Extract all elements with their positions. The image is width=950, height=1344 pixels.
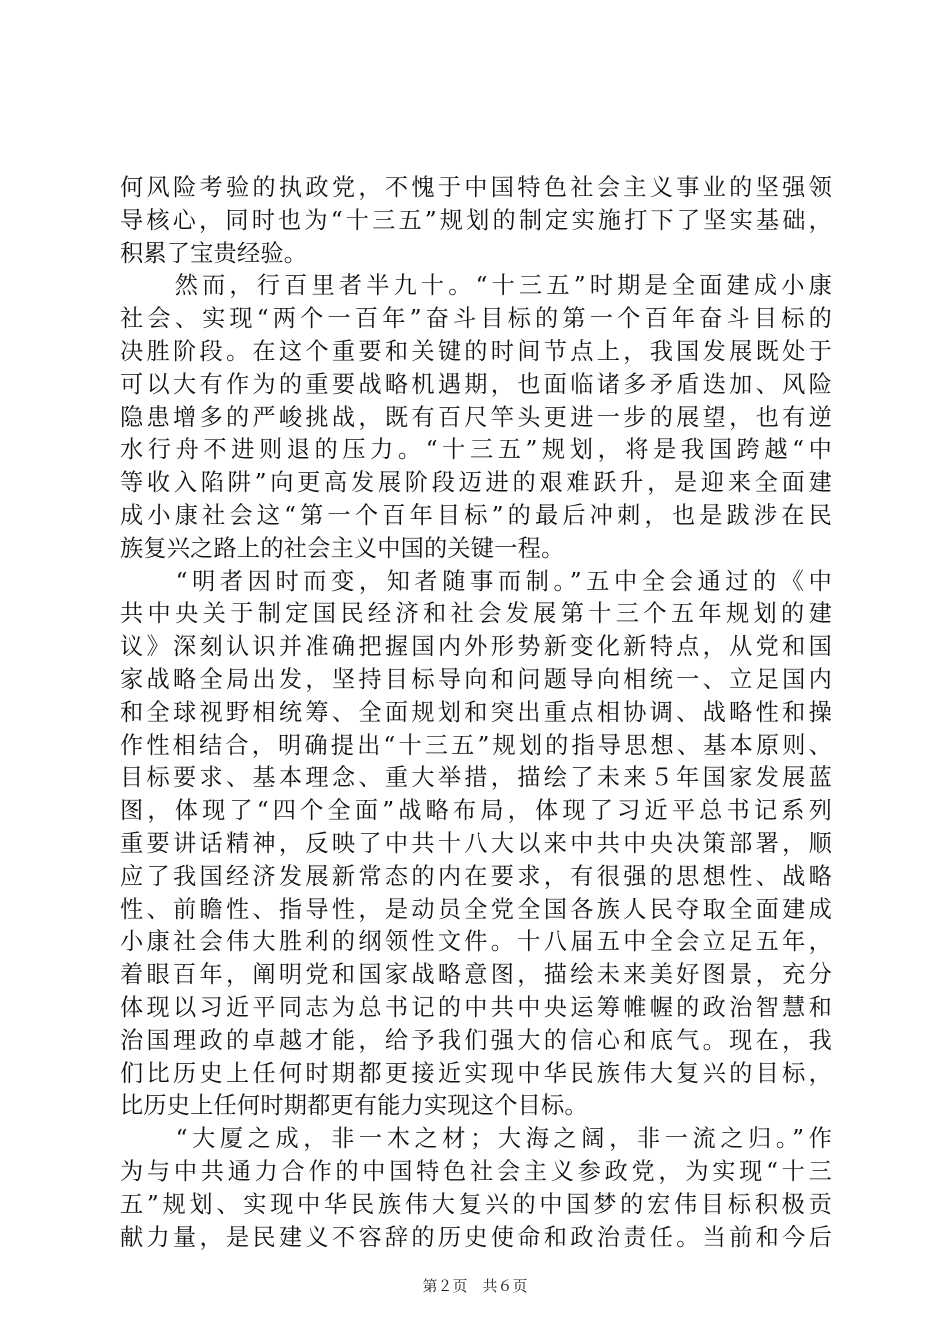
- text-line: 重要讲话精神，反映了中共十八大以来中共中央决策部署，顺: [120, 829, 832, 857]
- text-line: 为与中共通力合作的中国特色社会主义参政党，为实现“十三: [120, 1157, 832, 1185]
- text-line: 家战略全局出发，坚持目标导向和问题导向相统一、立足国内: [120, 665, 832, 693]
- text-line: 社会、实现“两个一百年”奋斗目标的第一个百年奋斗目标的: [120, 305, 832, 333]
- text-line: 应了我国经济发展新常态的内在要求，有很强的思想性、战略: [120, 862, 832, 890]
- text-line: 比历史上任何时期都更有能力实现这个目标。: [120, 1092, 588, 1120]
- text-line: 作性相结合，明确提出“十三五”规划的指导思想、基本原则、: [120, 731, 832, 759]
- text-line: 导核心，同时也为“十三五”规划的制定实施打下了坚实基础，: [120, 206, 832, 234]
- text-line: 然而，行百里者半九十。“十三五”时期是全面建成小康: [120, 272, 832, 300]
- text-line: 可以大有作为的重要战略机遇期，也面临诸多矛盾迭加、风险: [120, 370, 832, 398]
- text-line: 性、前瞻性、指导性，是动员全党全国各族人民夺取全面建成: [120, 895, 832, 923]
- text-line: 等收入陷阱”向更高发展阶段迈进的艰难跃升，是迎来全面建: [120, 469, 832, 497]
- text-line: 共中央关于制定国民经济和社会发展第十三个五年规划的建: [120, 600, 832, 628]
- text-line: 议》深刻认识并准确把握国内外形势新变化新特点，从党和国: [120, 633, 832, 661]
- text-line: 积累了宝贵经验。: [120, 239, 308, 267]
- text-line: 成小康社会这“第一个百年目标”的最后冲刺，也是跋涉在民: [120, 501, 832, 529]
- text-line: 决胜阶段。在这个重要和关键的时间节点上，我国发展既处于: [120, 337, 832, 365]
- text-line: 族复兴之路上的社会主义中国的关键一程。: [120, 534, 565, 562]
- text-line: 着眼百年，阐明党和国家战略意图，描绘未来美好图景，充分: [120, 961, 832, 989]
- text-line: 献力量，是民建义不容辞的历史使命和政治责任。当前和今后: [120, 1223, 832, 1251]
- text-line: 目标要求、基本理念、重大举措，描绘了未来５年国家发展蓝: [120, 764, 832, 792]
- text-line: 们比历史上任何时期都更接近实现中华民族伟大复兴的目标，: [120, 1059, 832, 1087]
- text-line: “大厦之成，非一木之材；大海之阔，非一流之归。”作: [120, 1125, 832, 1153]
- text-line: 隐患增多的严峻挑战，既有百尺竿头更进一步的展望，也有逆: [120, 403, 832, 431]
- text-line: 治国理政的卓越才能，给予我们强大的信心和底气。现在，我: [120, 1026, 832, 1054]
- text-line: 水行舟不进则退的压力。“十三五”规划，将是我国跨越“中: [120, 436, 832, 464]
- body-text: [120, 172, 832, 1254]
- text-line: 和全球视野相统筹、全面规划和突出重点相协调、战略性和操: [120, 698, 832, 726]
- text-line: 五”规划、实现中华民族伟大复兴的中国梦的宏伟目标积极贡: [120, 1190, 832, 1218]
- text-line: 图，体现了“四个全面”战略布局，体现了习近平总书记系列: [120, 797, 832, 825]
- text-line: “明者因时而变，知者随事而制。”五中全会通过的《中: [120, 567, 832, 595]
- text-line: 何风险考验的执政党，不愧于中国特色社会主义事业的坚强领: [120, 174, 832, 201]
- page-number-footer: 第２页 共６页: [422, 1277, 528, 1295]
- text-line: 体现以习近平同志为总书记的中共中央运筹帷幄的政治智慧和: [120, 993, 832, 1021]
- text-line: 小康社会伟大胜利的纲领性文件。十八届五中全会立足五年，: [120, 928, 832, 956]
